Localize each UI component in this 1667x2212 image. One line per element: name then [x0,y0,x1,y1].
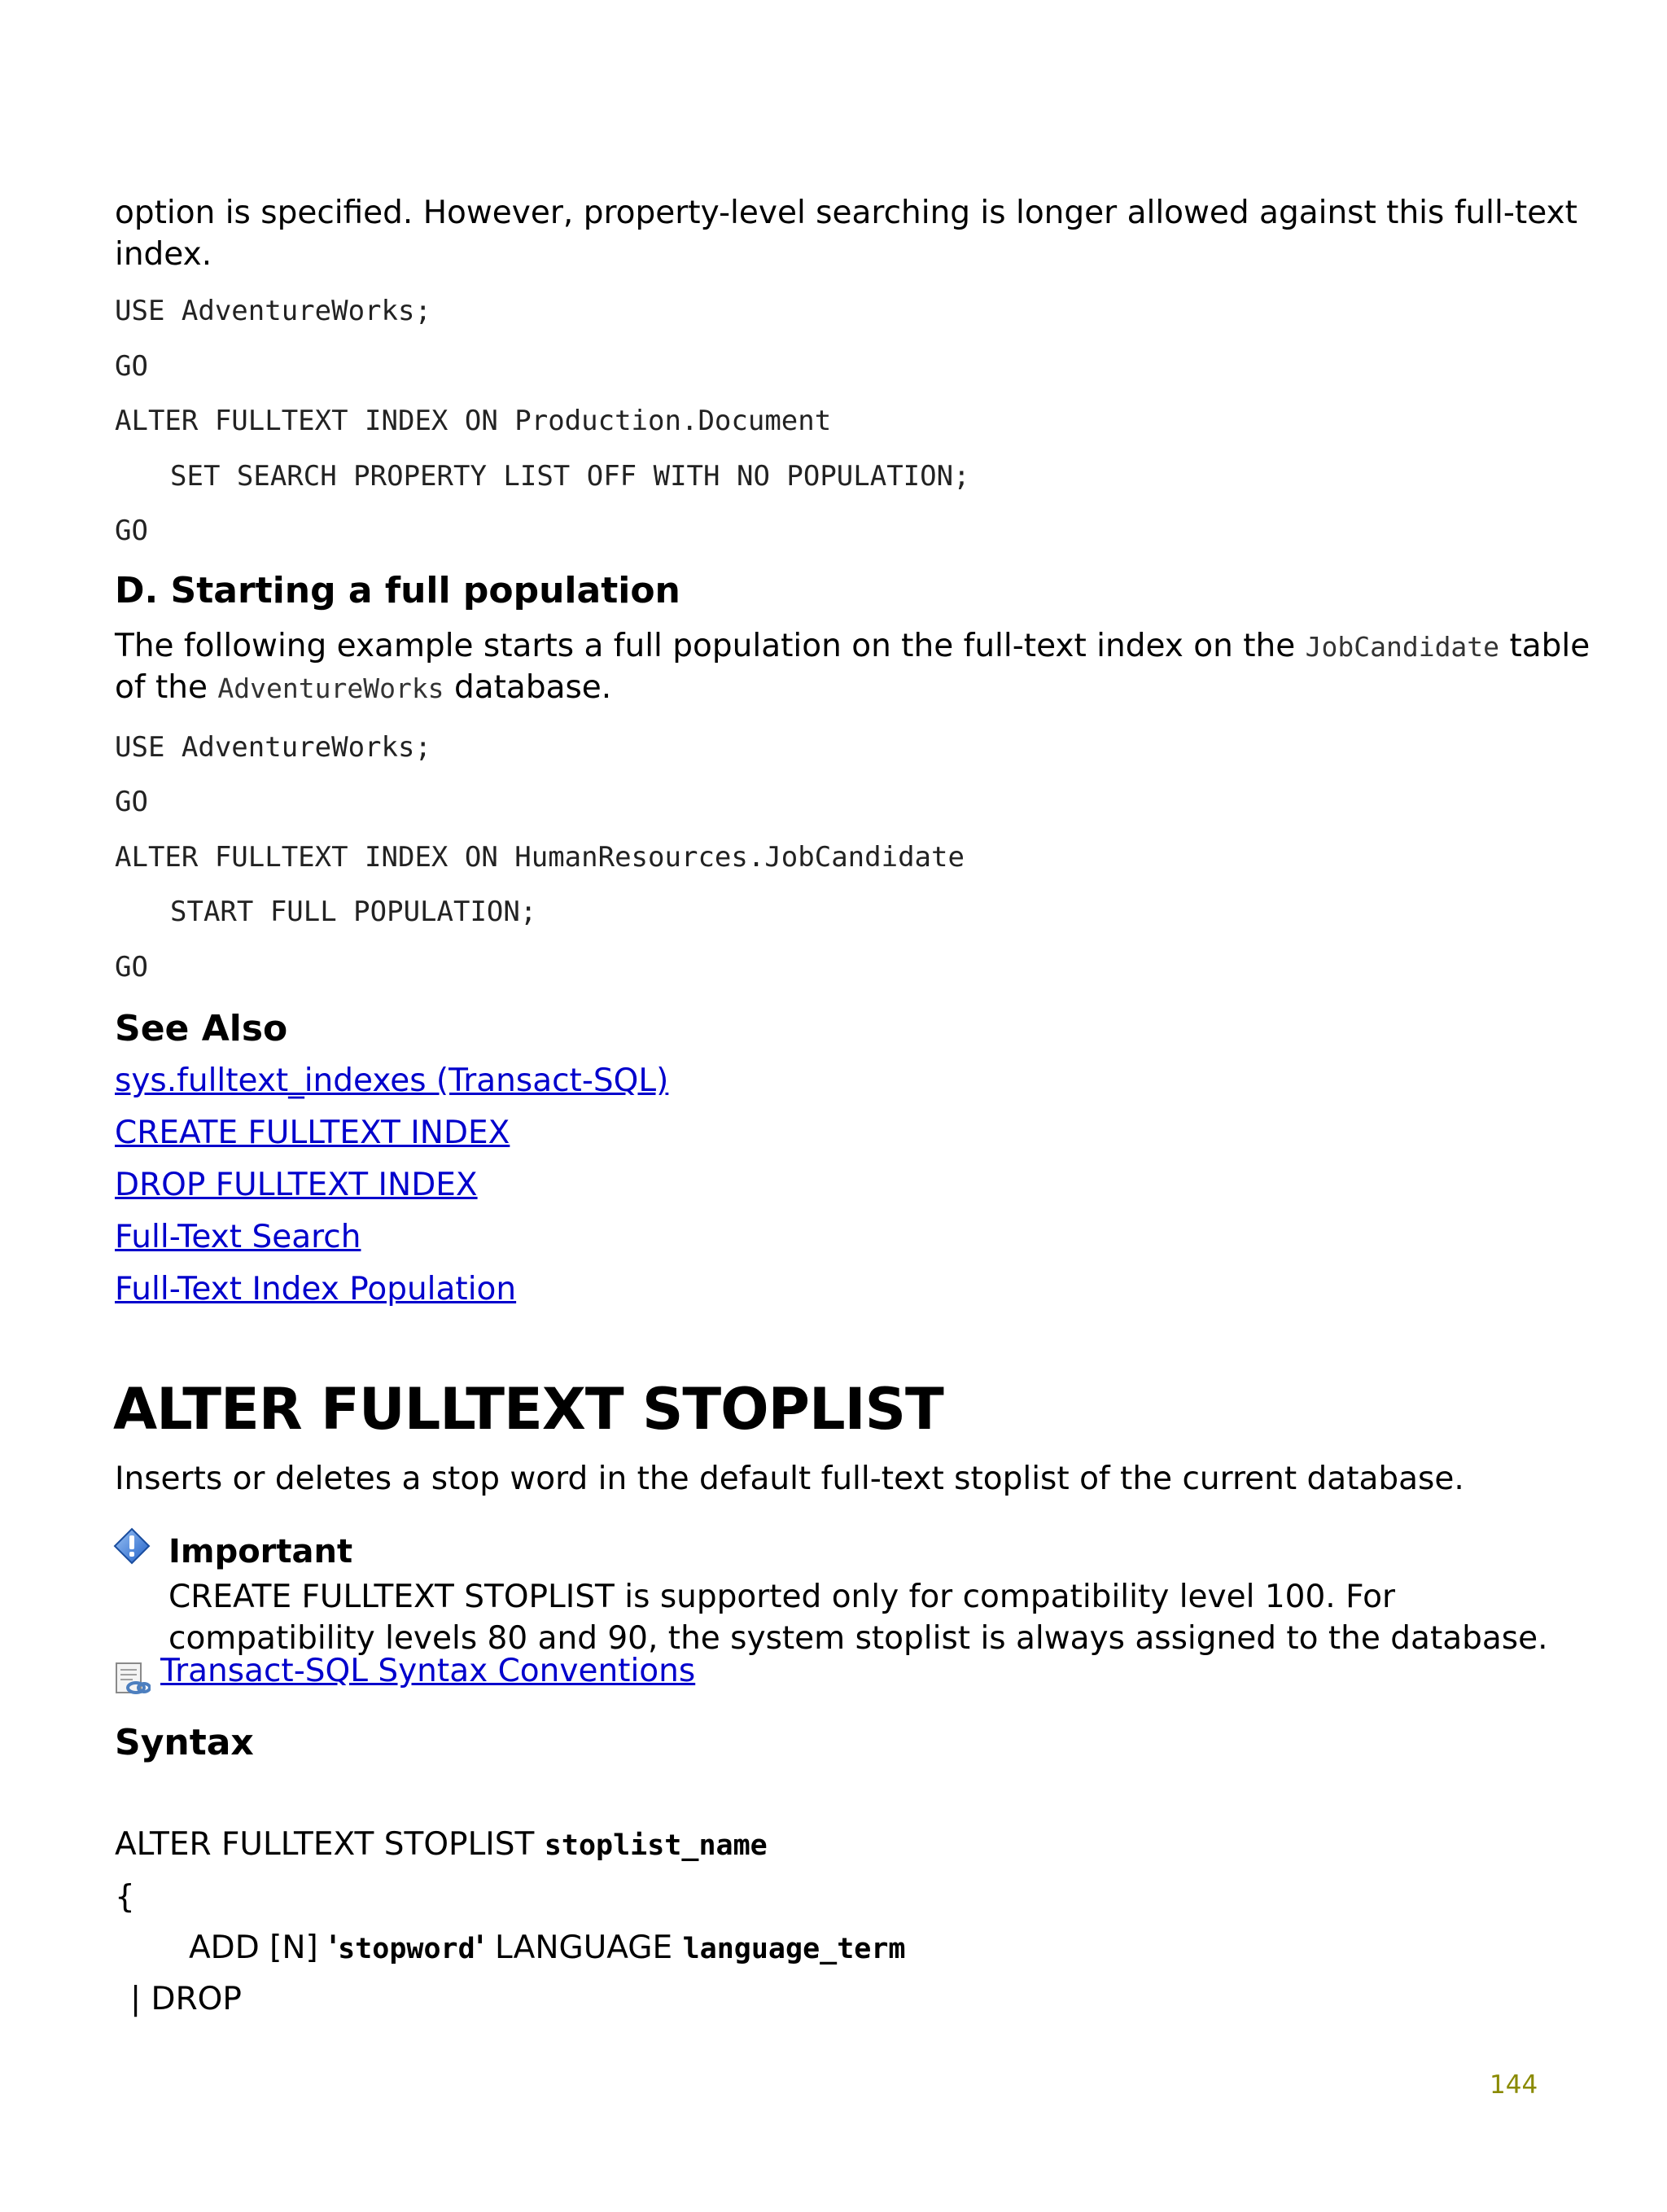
text: LANGUAGE [495,1929,673,1966]
syntax-argument: stoplist_name [544,1829,768,1862]
text: ALTER FULLTEXT STOPLIST [115,1826,535,1863]
inline-code: JobCandidate [1305,631,1500,663]
see-also-link[interactable]: sys.fulltext_indexes (Transact-SQL) [115,1062,669,1099]
code-line: GO [115,786,148,818]
section-d-paragraph-line-2 [115,667,611,710]
code-line: SET SEARCH PROPERTY LIST OFF WITH NO POPULATION; [170,460,970,493]
syntax-argument: language_term [682,1933,906,1965]
page-title: ALTER FULLTEXT STOPLIST [113,1376,943,1443]
section-d-paragraph-line-1 [115,625,1590,668]
inline-code: AdventureWorks [217,672,444,704]
text: ADD [N] [189,1929,318,1966]
intro-line-2: index. [115,236,212,273]
section-d-heading: D. Starting a full population [115,570,680,611]
code-line: GO [115,951,148,983]
code-line: START FULL POPULATION; [170,896,537,928]
code-line: ALTER FULLTEXT INDEX ON Production.Document [115,405,832,437]
code-line: GO [115,350,148,383]
code-line: ALTER FULLTEXT INDEX ON HumanResources.JobCandidate [115,841,965,874]
text: database. [453,669,612,706]
syntax-conventions-link[interactable]: Transact-SQL Syntax Conventions [160,1653,696,1689]
see-also-heading: See Also [115,1008,288,1049]
see-also-link[interactable]: Full-Text Index Population [115,1271,517,1307]
see-also-link[interactable]: DROP FULLTEXT INDEX [115,1167,478,1203]
see-also-link[interactable]: Full-Text Search [115,1219,361,1255]
syntax-line-4: | DROP [130,1981,242,2017]
info-diamond-icon [113,1527,151,1565]
important-text-line-2: compatibility levels 80 and 90, the system stoplist is always assigned to the database. [168,1620,1548,1657]
important-text-line-1: CREATE FULLTEXT STOPLIST is supported only for compatibility level 100. For [168,1579,1396,1615]
syntax-conventions-icon [113,1661,151,1698]
quote: ' [328,1929,339,1966]
text: of the [115,669,208,706]
syntax-line-1 [115,1824,768,1867]
text: The following example starts a full population on the full-text index on the [115,628,1296,664]
see-also-link[interactable]: CREATE FULLTEXT INDEX [115,1115,510,1151]
syntax-argument: stopword [338,1933,475,1965]
code-line: GO [115,515,148,547]
code-line: USE AdventureWorks; [115,731,431,764]
page-number: 144 [1490,2070,1538,2100]
syntax-line-2: { [115,1879,135,1916]
intro-line-1: option is specified. However, property-level searching is longer allowed against this full-text [115,195,1577,231]
text: table [1509,628,1590,664]
important-label: Important [168,1533,353,1570]
quote: ' [475,1929,485,1966]
stoplist-description: Inserts or deletes a stop word in the default full-text stoplist of the current database. [115,1461,1464,1497]
code-line: USE AdventureWorks; [115,295,431,327]
syntax-line-3 [189,1927,906,1970]
syntax-heading: Syntax [115,1722,254,1763]
